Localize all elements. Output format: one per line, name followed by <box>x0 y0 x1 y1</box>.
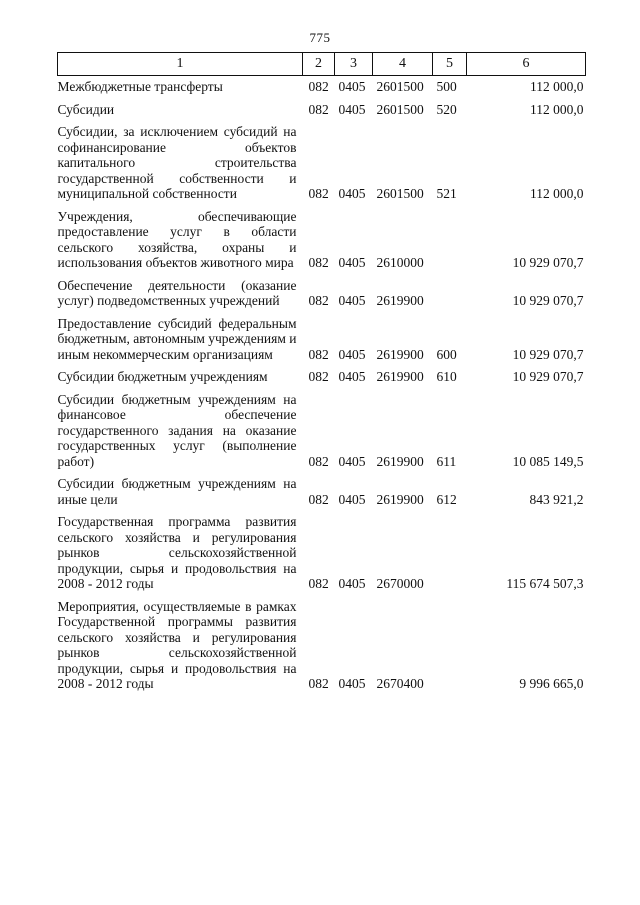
row-col-2: 082 <box>308 676 329 691</box>
row-col-4: 2619900 <box>376 293 424 308</box>
row-col-3: 0405 <box>338 491 366 507</box>
table-row <box>58 470 586 508</box>
row-col-4: 2619900 <box>376 453 424 469</box>
row-col-2: 082 <box>308 453 329 469</box>
row-col-3: 0405 <box>338 453 366 469</box>
row-col-2: 082 <box>308 293 329 308</box>
row-col-3: 0405 <box>338 255 366 270</box>
table-row <box>58 593 586 693</box>
row-col-4: 2619900 <box>376 491 424 507</box>
budget-table <box>57 52 586 693</box>
page-number: 775 <box>309 30 331 45</box>
row-name: Субсидии бюджетным учреждениям на финансовое обеспечение государственного задания на оказание государственных услуг (выполнение работ) <box>57 391 297 469</box>
row-amount: 10 929 070,7 <box>512 346 584 362</box>
row-col-3: 0405 <box>338 346 366 362</box>
row-col-4: 2670400 <box>376 676 424 691</box>
row-name: Субсидии бюджетным учреждениям <box>57 369 268 384</box>
row-name: Государственная программа развития сельского хозяйства и регулирования рынков сельскохозяйственной продукции, сырья и продовольствия на 2008 - 2012 годы <box>57 514 297 591</box>
row-col-3: 0405 <box>338 79 366 94</box>
row-col-2: 082 <box>308 255 329 270</box>
row-col-5 <box>433 508 467 593</box>
row-col-5 <box>433 203 467 272</box>
row-name: Субсидии, за исключением субсидий на софинансирование объектов капитального строительства государственной собственности и муниципальной собственности <box>57 124 297 201</box>
row-amount: 115 674 507,3 <box>506 576 584 591</box>
row-col-5: 500 <box>436 79 457 94</box>
row-amount: 9 996 665,0 <box>519 676 584 691</box>
row-col-2: 082 <box>308 369 329 384</box>
row-col-5: 600 <box>436 346 457 362</box>
row-col-3: 0405 <box>338 186 366 201</box>
row-col-5: 521 <box>436 186 457 201</box>
row-amount: 112 000,0 <box>530 186 584 201</box>
row-col-2: 082 <box>308 491 329 507</box>
table-row <box>58 96 586 119</box>
row-col-4: 2670000 <box>376 576 424 591</box>
header-row <box>58 53 586 76</box>
column-header-2: 2 <box>303 53 335 76</box>
column-header-6: 6 <box>467 53 586 76</box>
row-name: Учреждения, обеспечивающие предоставление услуг в области сельского хозяйства, охраны и использования объектов животного мира <box>57 208 297 270</box>
row-name: Предоставление субсидий федеральным бюджетным, автономным учреждениям и иным некоммерческим организациям <box>57 315 297 362</box>
row-col-5 <box>433 272 467 310</box>
row-amount: 112 000,0 <box>530 79 584 94</box>
row-name: Обеспечение деятельности (оказание услуг) подведомственных учреждений <box>57 277 297 308</box>
row-amount: 10 929 070,7 <box>512 255 584 270</box>
row-col-4: 2601500 <box>376 101 424 117</box>
row-name: Субсидии бюджетным учреждениям на иные цели <box>57 476 297 507</box>
column-header-5: 5 <box>433 53 467 76</box>
row-col-5: 610 <box>436 369 457 384</box>
column-header-3: 3 <box>335 53 373 76</box>
table-row <box>58 386 586 471</box>
row-col-2: 082 <box>308 79 329 94</box>
table-row <box>58 363 586 386</box>
row-name: Межбюджетные трансферты <box>57 79 223 94</box>
table-body <box>58 76 586 693</box>
table-row <box>58 508 586 593</box>
column-header-4: 4 <box>373 53 433 76</box>
row-name: Мероприятия, осуществляемые в рамках Государственной программы развития сельского хозяйства и регулирования рынков сельскохозяйственной продукции, сырья и продовольствия на 2008 - 2012 годы <box>57 598 297 691</box>
table-row <box>58 76 586 96</box>
row-col-4: 2601500 <box>376 186 424 201</box>
row-amount: 112 000,0 <box>530 101 584 117</box>
table-row <box>58 118 586 203</box>
row-col-2: 082 <box>308 101 329 117</box>
row-col-2: 082 <box>308 576 329 591</box>
row-col-5: 611 <box>436 453 457 469</box>
row-col-3: 0405 <box>338 101 366 117</box>
row-col-3: 0405 <box>338 369 366 384</box>
row-col-4: 2619900 <box>376 346 424 362</box>
table-header <box>58 53 586 76</box>
table-row <box>58 272 586 310</box>
row-col-3: 0405 <box>338 293 366 308</box>
row-name: Субсидии <box>57 101 115 117</box>
row-col-4: 2619900 <box>376 369 424 384</box>
row-col-5: 612 <box>436 491 457 507</box>
row-amount: 10 085 149,5 <box>512 453 584 469</box>
row-col-3: 0405 <box>338 676 366 691</box>
row-col-4: 2610000 <box>376 255 424 270</box>
column-header-1: 1 <box>58 53 303 76</box>
row-col-2: 082 <box>308 346 329 362</box>
row-amount: 10 929 070,7 <box>512 293 584 308</box>
table-row <box>58 310 586 364</box>
row-amount: 10 929 070,7 <box>512 369 584 384</box>
row-col-5: 520 <box>436 101 457 117</box>
table-row <box>58 203 586 272</box>
row-col-5 <box>433 593 467 693</box>
row-col-3: 0405 <box>338 576 366 591</box>
row-col-4: 2601500 <box>376 79 424 94</box>
row-amount: 843 921,2 <box>529 491 584 507</box>
row-col-2: 082 <box>308 186 329 201</box>
